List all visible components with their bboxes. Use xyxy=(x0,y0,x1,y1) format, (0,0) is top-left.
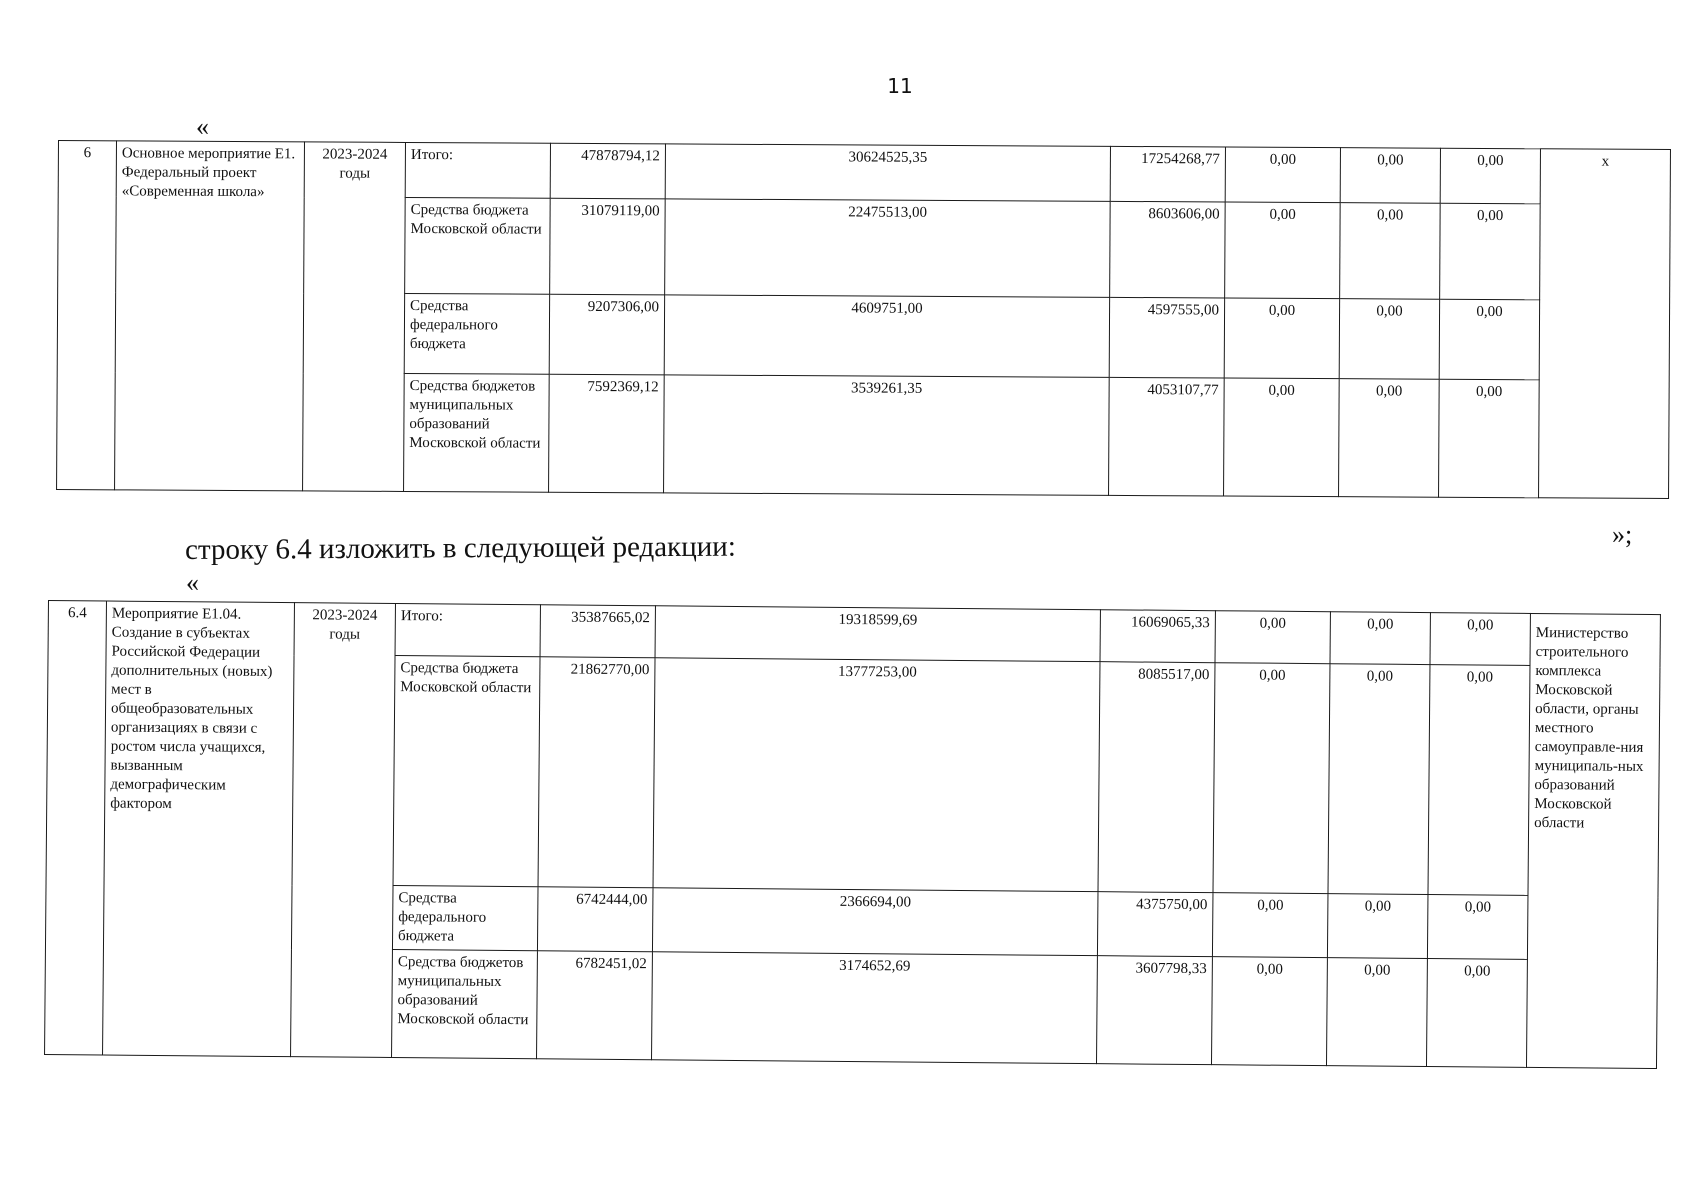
amount-2024: 8085517,00 xyxy=(1098,662,1215,893)
table-row xyxy=(58,141,1670,205)
amount-2026: 0,00 xyxy=(1326,958,1427,1067)
amount-2024: 4375750,00 xyxy=(1097,892,1213,957)
funding-source: Средства федерального бюджета xyxy=(392,886,538,951)
amount-2026: 0,00 xyxy=(1327,894,1428,959)
amount-2025: 0,00 xyxy=(1225,147,1340,203)
amount-2024: 8603606,00 xyxy=(1110,201,1226,298)
amount-total: 6782451,02 xyxy=(537,951,653,1060)
funding-source: Средства бюджета Московской области xyxy=(405,197,551,294)
amount-2027: 0,00 xyxy=(1440,148,1540,204)
amount-2023: 30624525,35 xyxy=(665,144,1110,201)
amount-2027: 0,00 xyxy=(1426,959,1527,1068)
amount-2025: 0,00 xyxy=(1225,202,1341,299)
funding-source: Средства бюджетов муниципальных образований Московской области xyxy=(392,950,538,1059)
amount-2027: 0,00 xyxy=(1430,613,1530,666)
amount-2025: 0,00 xyxy=(1215,611,1330,664)
amount-2023: 13777253,00 xyxy=(653,658,1100,892)
amount-total: 21862770,00 xyxy=(538,657,655,888)
amount-total: 31079119,00 xyxy=(550,198,666,295)
row-number: 6 xyxy=(57,141,117,490)
period: 2023-2024 годы xyxy=(291,603,396,1058)
amount-2026: 0,00 xyxy=(1340,203,1441,300)
amount-2024: 16069065,33 xyxy=(1100,610,1215,663)
amount-2027: 0,00 xyxy=(1439,299,1539,380)
amount-2025: 0,00 xyxy=(1213,663,1330,894)
funding-source: Средства бюджета Московской области xyxy=(393,656,540,887)
open-quote-1: « xyxy=(196,112,209,141)
amount-2024: 4053107,77 xyxy=(1109,377,1225,496)
amount-2023: 22475513,00 xyxy=(665,199,1111,297)
amount-2026: 0,00 xyxy=(1340,148,1440,204)
amount-total: 47878794,12 xyxy=(550,143,665,199)
amount-2026: 0,00 xyxy=(1328,664,1430,895)
amendment-instruction: строку 6.4 изложить в следующей редакции: xyxy=(185,530,736,566)
amount-2027: 0,00 xyxy=(1439,379,1540,498)
close-quote: »; xyxy=(1612,520,1633,549)
amount-2023: 3539261,35 xyxy=(664,375,1110,495)
funding-source: Средства бюджетов муниципальных образований Московской области xyxy=(404,373,550,492)
table-row xyxy=(48,601,1660,667)
financing-table-6-4 xyxy=(44,600,1661,1069)
amount-total: 35387665,02 xyxy=(540,605,655,658)
amount-total: 9207306,00 xyxy=(549,294,664,375)
amount-total: 6742444,00 xyxy=(537,887,653,952)
amount-2026: 0,00 xyxy=(1339,379,1440,498)
amount-2027: 0,00 xyxy=(1440,203,1541,300)
financing-table-6 xyxy=(56,140,1671,499)
amount-2025: 0,00 xyxy=(1211,957,1327,1066)
amount-2024: 17254268,77 xyxy=(1110,146,1225,202)
row-number: 6.4 xyxy=(45,601,107,1055)
period: 2023-2024 годы xyxy=(303,142,406,492)
amount-2024: 3607798,33 xyxy=(1096,956,1212,1065)
amount-2023: 3174652,69 xyxy=(652,952,1098,1064)
amount-2025: 0,00 xyxy=(1224,378,1340,497)
responsible: Министерство строительного комплекса Московской области, органы местного самоуправле-ния муниципаль-ных образований Московской области xyxy=(1526,613,1660,1068)
open-quote-2: « xyxy=(186,568,199,597)
responsible: х xyxy=(1539,149,1671,499)
amount-2023: 19318599,69 xyxy=(655,606,1100,662)
funding-source: Итого: xyxy=(395,604,540,657)
table-section-6-4 xyxy=(44,600,1661,1069)
amount-2026: 0,00 xyxy=(1339,299,1439,380)
amount-2027: 0,00 xyxy=(1428,665,1530,896)
amount-2027: 0,00 xyxy=(1427,895,1528,960)
measure-name: Основное мероприятие Е1. Федеральный проект «Современная школа» xyxy=(115,141,305,491)
amount-2025: 0,00 xyxy=(1212,893,1328,958)
amount-total: 7592369,12 xyxy=(549,374,665,493)
amount-2023: 4609751,00 xyxy=(664,295,1109,377)
measure-name: Мероприятие Е1.04. Создание в субъектах Российской Федерации дополнительных (новых) мест в общеобразовательных организациях в связи с ростом числа учащихся, вызванным демографическим фактором xyxy=(103,601,295,1057)
amount-2024: 4597555,00 xyxy=(1109,297,1224,378)
funding-source: Итого: xyxy=(405,142,550,198)
funding-source: Средства федерального бюджета xyxy=(404,293,549,374)
amount-2023: 2366694,00 xyxy=(652,888,1098,956)
table-section-6 xyxy=(56,140,1671,499)
page-number: 11 xyxy=(887,74,913,98)
amount-2025: 0,00 xyxy=(1224,298,1339,379)
amount-2026: 0,00 xyxy=(1330,612,1430,665)
